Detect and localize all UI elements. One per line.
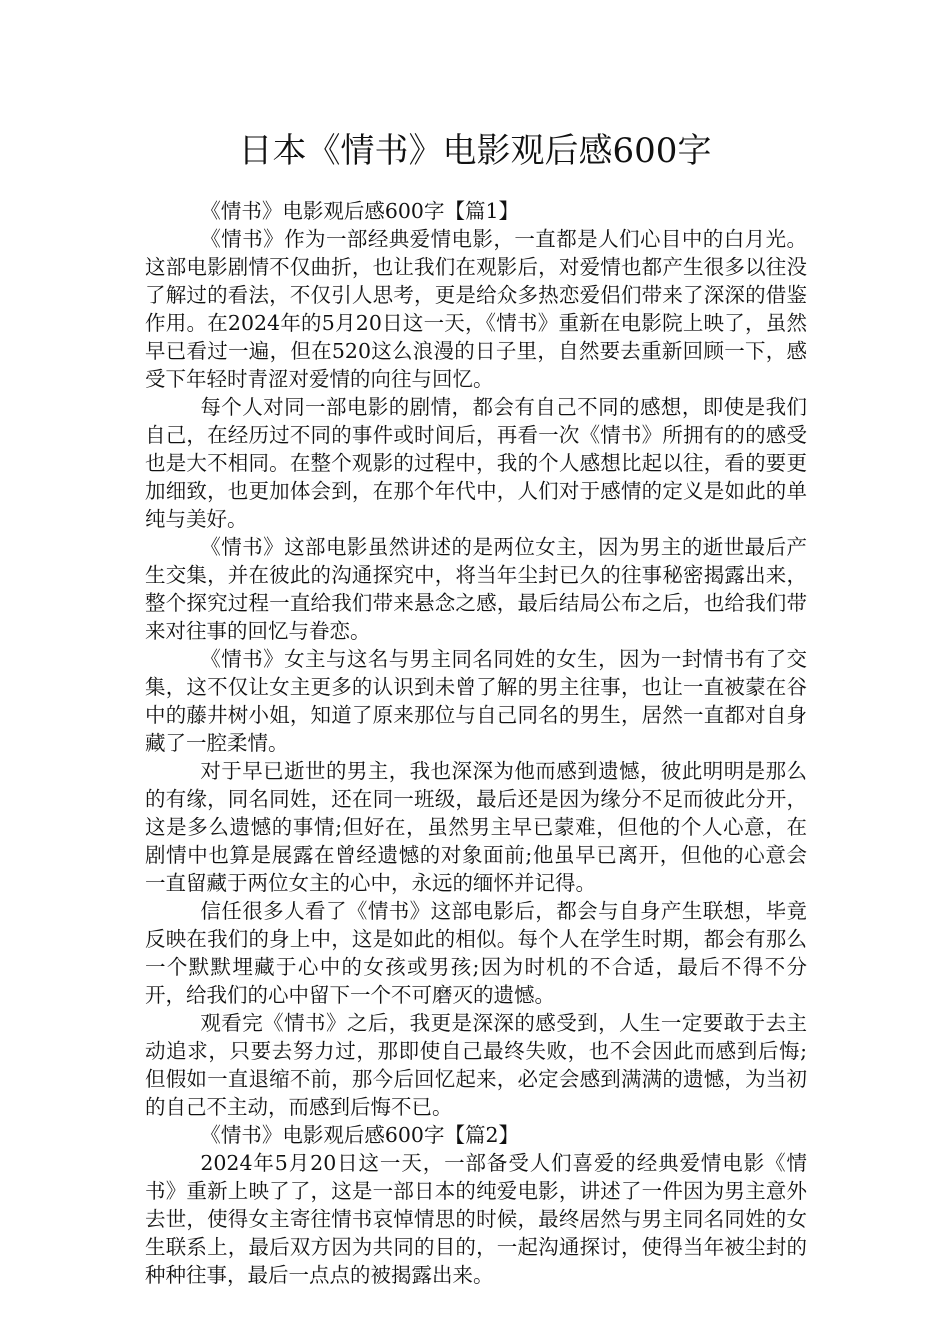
section-heading-2: 《情书》电影观后感600字【篇2】 (200, 1123, 520, 1147)
paragraph: 观看完《情书》之后，我更是深深的感受到，人生一定要敢于去主动追求，只要去努力过，那即使自己最终失败，也不会因此而感到后悔;但假如一直退缩不前，那今后回忆起来，必定会感到满满的遗憾，为当初的自己不主动，而感到后悔不已。 (145, 1011, 807, 1119)
paragraph: 每个人对同一部电影的剧情，都会有自己不同的感想，即使是我们自己，在经历过不同的事件或时间后，再看一次《情书》所拥有的的感受也是大不相同。在整个观影的过程中，我的个人感想比起以往，看的要更加细致，也更加体会到，在那个年代中，人们对于感情的定义是如此的单纯与美好。 (145, 395, 807, 531)
paragraph: 《情书》这部电影虽然讲述的是两位女主，因为男主的逝世最后产生交集，并在彼此的沟通探究中，将当年尘封已久的往事秘密揭露出来，整个探究过程一直给我们带来悬念之感，最后结局公布之后，也给我们带来对往事的回忆与眷恋。 (145, 535, 807, 643)
paragraph: 《情书》作为一部经典爱情电影，一直都是人们心目中的白月光。这部电影剧情不仅曲折，也让我们在观影后，对爱情也都产生很多以往没了解过的看法，不仅引人思考，更是给众多热恋爱侣们带来了深深的借鉴作用。在2024年的5月20日这一天，《情书》重新在电影院上映了，虽然早已看过一遍，但在520这么浪漫的日子里，自然要去重新回顾一下，感受下年轻时青涩对爱情的向往与回忆。 (145, 227, 807, 391)
paragraph: 《情书》女主与这名与男主同名同姓的女生，因为一封情书有了交集，这不仅让女主更多的认识到未曾了解的男主往事，也让一直被蒙在谷中的藤井树小姐，知道了原来那位与自己同名的男生，居然一直都对自身藏了一腔柔情。 (145, 647, 807, 755)
paragraph: 信任很多人看了《情书》这部电影后，都会与自身产生联想，毕竟反映在我们的身上中，这是如此的相似。每个人在学生时期，都会有那么一个默默埋藏于心中的女孩或男孩;因为时机的不合适，最后不得不分开，给我们的心中留下一个不可磨灭的遗憾。 (145, 899, 807, 1007)
paragraph: 对于早已逝世的男主，我也深深为他而感到遗憾，彼此明明是那么的有缘，同名同姓，还在同一班级，最后还是因为缘分不足而彼此分开，这是多么遗憾的事情;但好在，虽然男主早已蒙难，但他的个人心意，在剧情中也算是展露在曾经遗憾的对象面前;他虽早已离开，但他的心意会一直留藏于两位女主的心中，永远的缅怀并记得。 (145, 759, 807, 895)
paragraph: 2024年5月20日这一天，一部备受人们喜爱的经典爱情电影《情书》重新上映了了，这是一部日本的纯爱电影，讲述了一件因为男主意外去世，使得女主寄往情书哀悼情思的时候，最终居然与男主同名同姓的女生联系上，最后双方因为共同的目的，一起沟通探讨，使得当年被尘封的种种往事，最后一点点的被揭露出来。 (145, 1151, 807, 1287)
section-heading-1: 《情书》电影观后感600字【篇1】 (200, 199, 520, 223)
document-body (145, 197, 807, 1289)
document-title: 日本《情书》电影观后感600字 (238, 131, 712, 171)
